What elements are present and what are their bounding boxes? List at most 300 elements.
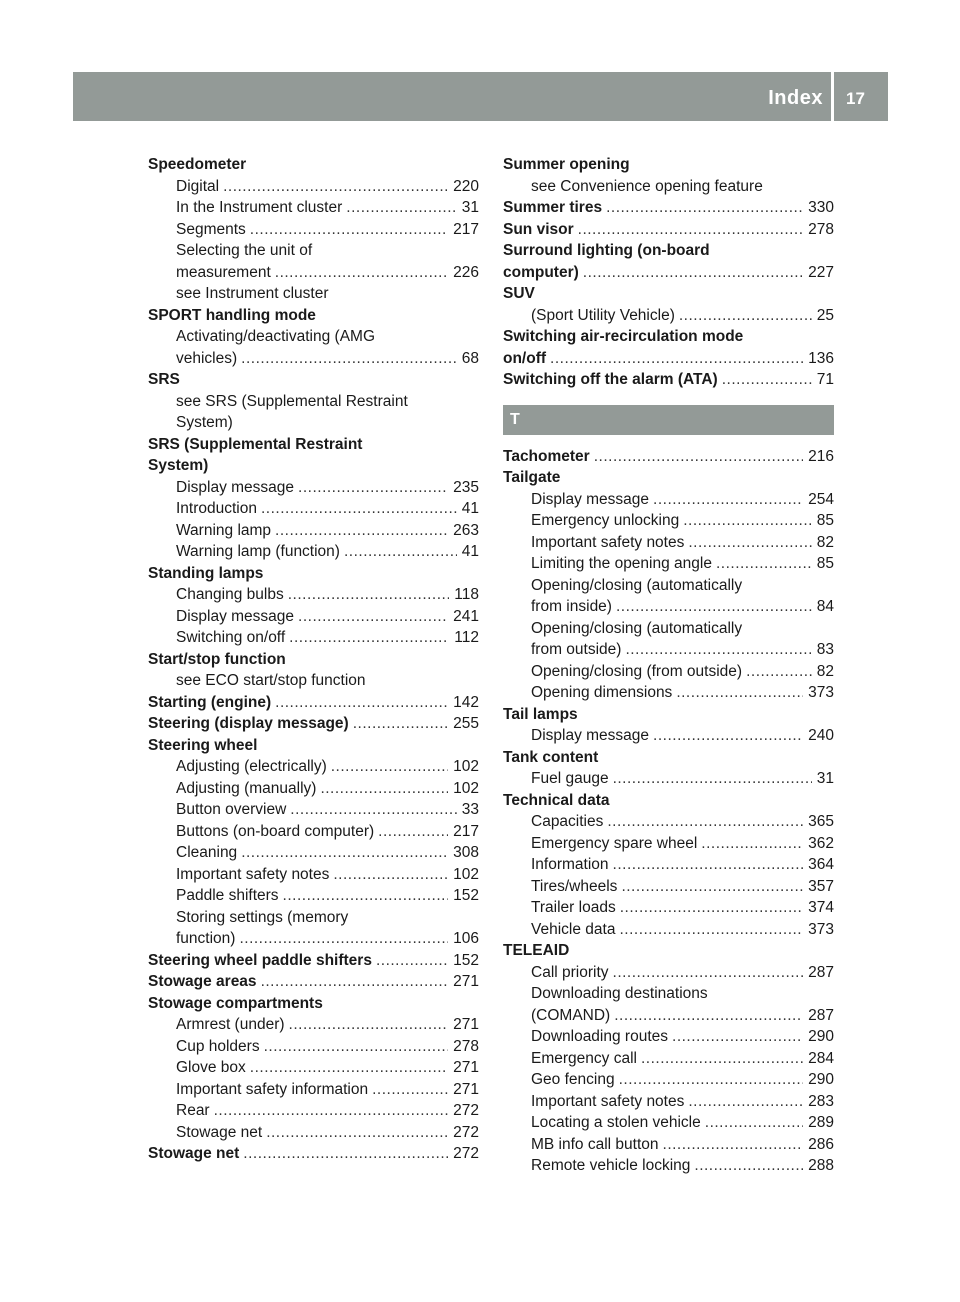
entry-text: measurement — [176, 263, 271, 281]
index-subentry — [148, 928, 479, 950]
dot-leader — [607, 811, 803, 833]
entry-text: SRS — [148, 371, 180, 388]
index-subentry — [503, 1112, 834, 1134]
dot-leader — [746, 661, 812, 683]
entry-text: Opening/closing (from outside) — [531, 662, 743, 680]
entry-text: Cleaning — [176, 844, 238, 861]
entry-text: Important safety notes — [176, 865, 330, 883]
index-subentry — [148, 821, 479, 843]
index-subentry — [503, 1005, 834, 1027]
index-subentry — [148, 799, 479, 821]
dot-leader — [241, 348, 457, 370]
entry-text: Display message — [531, 490, 650, 508]
entry-text: Digital — [176, 177, 220, 195]
entry-text: Activating/deactivating (AMG — [176, 328, 376, 345]
index-entry — [503, 154, 834, 176]
index-subentry — [503, 661, 834, 683]
index-entry — [503, 467, 834, 489]
entry-text: Display message — [176, 607, 295, 625]
index-subentry — [503, 596, 834, 618]
index-entry — [148, 649, 479, 671]
entry-page-number: 136 — [808, 349, 834, 367]
dot-leader — [288, 584, 450, 606]
entry-page-number: 255 — [453, 715, 479, 732]
entry-text: see SRS (Supplemental Restraint — [176, 392, 408, 410]
entry-text: Display message — [176, 478, 295, 496]
entry-text: Opening/closing (automatically — [531, 619, 743, 637]
dot-leader — [353, 713, 448, 735]
entry-text: Starting (engine) — [148, 693, 272, 711]
entry-text: Emergency call — [531, 1049, 637, 1067]
index-subentry — [503, 919, 834, 941]
entry-text: Steering wheel paddle shifters — [148, 951, 372, 969]
entry-page-number: 283 — [808, 1092, 834, 1110]
entry-text: Paddle shifters — [176, 887, 279, 904]
entry-page-number: 284 — [808, 1049, 834, 1067]
index-entry — [503, 790, 834, 812]
entry-page-number: 287 — [808, 1006, 834, 1024]
index-entry — [503, 348, 834, 370]
dot-leader — [688, 532, 811, 554]
entry-text: from inside) — [531, 598, 612, 615]
index-entry — [148, 434, 479, 456]
entry-page-number: 31 — [816, 770, 834, 787]
index-column-left — [148, 154, 479, 1165]
entry-text: on/off — [503, 349, 547, 367]
index-subentry — [503, 1134, 834, 1156]
index-subentry — [503, 489, 834, 511]
entry-text: Glove box — [176, 1059, 246, 1076]
index-entry — [148, 993, 479, 1015]
entry-page-number: 330 — [808, 199, 834, 216]
dot-leader — [266, 1122, 448, 1144]
dot-leader — [653, 725, 803, 747]
entry-page-number: 68 — [461, 349, 479, 367]
entry-page-number: 85 — [816, 512, 834, 529]
index-subentry — [503, 575, 834, 597]
index-subentry — [148, 391, 479, 413]
index-entry — [503, 262, 834, 284]
index-subentry — [148, 541, 479, 563]
index-subentry — [148, 584, 479, 606]
entry-text: Speedometer — [148, 156, 247, 173]
entry-text: Switching air-recirculation mode — [503, 328, 744, 345]
dot-leader — [250, 219, 448, 241]
dot-leader — [625, 639, 811, 661]
entry-text: Steering wheel — [148, 736, 258, 754]
section-header: T — [503, 405, 834, 435]
entry-page-number: 278 — [453, 1037, 479, 1055]
entry-text: Steering (display message) — [148, 715, 349, 732]
entry-text: Changing bulbs — [176, 586, 284, 603]
header-divider — [831, 72, 834, 121]
entry-page-number: 272 — [453, 1123, 479, 1141]
dot-leader — [621, 876, 803, 898]
dot-leader — [663, 1134, 804, 1156]
dot-leader — [653, 489, 803, 511]
entry-text: Technical data — [503, 791, 610, 809]
index-subentry — [503, 1155, 834, 1177]
dot-leader — [250, 1057, 448, 1079]
dot-leader — [331, 756, 448, 778]
entry-text: computer) — [503, 263, 579, 281]
index-subentry — [148, 477, 479, 499]
dot-leader — [290, 799, 456, 821]
entry-text: Information — [531, 856, 609, 873]
index-entry — [503, 240, 834, 262]
entry-text: Emergency spare wheel — [531, 834, 698, 852]
entry-page-number: 278 — [808, 220, 834, 238]
entry-text: Tank content — [503, 748, 599, 766]
dot-leader — [594, 446, 803, 468]
index-entry — [148, 369, 479, 391]
dot-leader — [672, 1026, 803, 1048]
index-subentry — [148, 262, 479, 284]
index-subentry — [503, 876, 834, 898]
dot-leader — [289, 1014, 449, 1036]
entry-text: In the Instrument cluster — [176, 199, 343, 216]
entry-page-number: 226 — [453, 263, 479, 281]
index-entry — [503, 219, 834, 241]
entry-text: Adjusting (electrically) — [176, 758, 327, 775]
dot-leader — [705, 1112, 803, 1134]
entry-page-number: 216 — [808, 447, 834, 465]
entry-page-number: 241 — [453, 607, 479, 625]
entry-page-number: 31 — [461, 199, 479, 216]
entry-text: (Sport Utility Vehicle) — [531, 306, 675, 324]
index-entry — [503, 197, 834, 219]
dot-leader — [722, 369, 812, 391]
entry-page-number: 41 — [461, 500, 479, 517]
dot-leader — [619, 919, 803, 941]
entry-text: Geo fencing — [531, 1071, 615, 1088]
entry-text: from outside) — [531, 641, 622, 658]
dot-leader — [372, 1079, 448, 1101]
dot-leader — [716, 553, 812, 575]
index-subentry — [148, 606, 479, 628]
entry-page-number: 357 — [808, 877, 834, 895]
entry-text: see Convenience opening feature — [531, 177, 763, 195]
entry-page-number: 288 — [808, 1157, 834, 1174]
dot-leader — [550, 348, 803, 370]
entry-page-number: 272 — [453, 1102, 479, 1119]
entry-text: Important safety information — [176, 1080, 369, 1098]
entry-text: Opening dimensions — [531, 684, 673, 701]
page-title: Index — [768, 87, 823, 109]
dot-leader — [241, 842, 448, 864]
dot-leader — [694, 1155, 803, 1177]
index-entry — [503, 747, 834, 769]
dot-leader — [320, 778, 448, 800]
entry-text: Vehicle data — [531, 920, 616, 938]
entry-page-number: 286 — [808, 1135, 834, 1153]
dot-leader — [283, 885, 449, 907]
dot-leader — [275, 692, 448, 714]
index-subentry — [148, 864, 479, 886]
index-subentry — [148, 348, 479, 370]
index-subentry — [503, 897, 834, 919]
entry-text: Rear — [176, 1102, 210, 1119]
entry-page-number: 373 — [808, 684, 834, 701]
dot-leader — [641, 1048, 803, 1070]
entry-page-number: 152 — [453, 951, 479, 969]
entry-page-number: 102 — [453, 758, 479, 775]
entry-page-number: 217 — [453, 220, 479, 238]
dot-leader — [688, 1091, 803, 1113]
index-subentry — [503, 811, 834, 833]
dot-leader — [578, 219, 803, 241]
entry-text: (COMAND) — [531, 1006, 611, 1024]
index-entry — [503, 369, 834, 391]
entry-page-number: 25 — [816, 306, 834, 324]
dot-leader — [613, 962, 804, 984]
dot-leader — [378, 821, 448, 843]
entry-text: Summer tires — [503, 199, 603, 216]
dot-leader — [239, 928, 448, 950]
dot-leader — [606, 197, 803, 219]
index-subentry — [503, 639, 834, 661]
index-subentry — [148, 326, 479, 348]
entry-text: Fuel gauge — [531, 770, 609, 787]
index-entry — [503, 940, 834, 962]
dot-leader — [264, 1036, 449, 1058]
index-subentry — [503, 1091, 834, 1113]
index-subentry — [503, 682, 834, 704]
index-subentry — [503, 983, 834, 1005]
index-subentry — [503, 768, 834, 790]
index-entry — [503, 446, 834, 468]
index-entry — [148, 1143, 479, 1165]
dot-leader — [376, 950, 448, 972]
entry-text: Surround lighting (on-board — [503, 242, 710, 259]
index-entry — [148, 563, 479, 585]
dot-leader — [289, 627, 449, 649]
entry-text: function) — [176, 930, 236, 947]
entry-text: Sun visor — [503, 220, 574, 238]
index-subentry — [503, 1026, 834, 1048]
entry-text: vehicles) — [176, 349, 238, 367]
entry-text: Tailgate — [503, 469, 561, 486]
entry-text: Emergency unlocking — [531, 512, 680, 529]
index-subentry — [503, 618, 834, 640]
index-subentry — [148, 176, 479, 198]
index-subentry — [503, 305, 834, 327]
index-subentry — [148, 283, 479, 305]
index-entry — [503, 283, 834, 305]
entry-page-number: 41 — [461, 543, 479, 560]
index-subentry — [148, 907, 479, 929]
entry-page-number: 254 — [808, 490, 834, 508]
index-subentry — [148, 219, 479, 241]
entry-page-number: 84 — [816, 598, 834, 615]
entry-page-number: 365 — [808, 813, 834, 830]
entry-text: Important safety notes — [531, 1092, 685, 1110]
entry-text: Downloading routes — [531, 1028, 669, 1045]
entry-text: Standing lamps — [148, 564, 264, 582]
entry-page-number: 33 — [461, 801, 479, 818]
entry-page-number: 227 — [808, 263, 834, 281]
dot-leader — [620, 897, 803, 919]
index-entry — [148, 713, 479, 735]
index-subentry — [503, 510, 834, 532]
index-entry — [148, 692, 479, 714]
entry-page-number: 152 — [453, 887, 479, 904]
dot-leader — [243, 1143, 448, 1165]
dot-leader — [613, 854, 804, 876]
entry-page-number: 374 — [808, 899, 834, 916]
index-subentry — [503, 176, 834, 198]
entry-page-number: 217 — [453, 822, 479, 840]
index-entry — [503, 704, 834, 726]
dot-leader — [614, 1005, 803, 1027]
dot-leader — [261, 971, 449, 993]
entry-page-number: 290 — [808, 1028, 834, 1045]
entry-text: Call priority — [531, 963, 609, 981]
index-subentry — [503, 854, 834, 876]
entry-page-number: 71 — [816, 371, 834, 388]
entry-page-number: 271 — [453, 1080, 479, 1098]
dot-leader — [223, 176, 448, 198]
entry-text: System) — [176, 414, 233, 431]
dot-leader — [275, 520, 448, 542]
index-subentry — [148, 627, 479, 649]
entry-text: Introduction — [176, 500, 257, 517]
entry-text: Buttons (on-board computer) — [176, 822, 375, 840]
entry-text: Locating a stolen vehicle — [531, 1114, 701, 1131]
index-entry — [148, 154, 479, 176]
entry-page-number: 240 — [808, 727, 834, 744]
entry-page-number: 82 — [816, 533, 834, 551]
entry-text: Switching off the alarm (ATA) — [503, 371, 718, 388]
entry-text: Stowage compartments — [148, 994, 323, 1012]
entry-page-number: 308 — [453, 844, 479, 861]
dot-leader — [298, 477, 448, 499]
index-entry — [148, 971, 479, 993]
entry-text: Limiting the opening angle — [531, 555, 712, 572]
dot-leader — [261, 498, 457, 520]
index-column-right — [503, 154, 834, 1177]
index-subentry — [503, 725, 834, 747]
index-entry — [148, 305, 479, 327]
entry-text: Summer opening — [503, 156, 630, 173]
entry-text: SUV — [503, 285, 535, 302]
entry-page-number: 106 — [453, 930, 479, 947]
entry-page-number: 85 — [816, 555, 834, 572]
entry-text: Opening/closing (automatically — [531, 576, 743, 594]
entry-page-number: 142 — [453, 693, 479, 711]
index-subentry — [148, 885, 479, 907]
dot-leader — [333, 864, 448, 886]
entry-page-number: 271 — [453, 1059, 479, 1076]
index-entry — [148, 735, 479, 757]
dot-leader — [683, 510, 812, 532]
entry-text: MB info call button — [531, 1135, 659, 1153]
index-subentry — [148, 756, 479, 778]
index-subentry — [148, 1079, 479, 1101]
index-subentry — [503, 532, 834, 554]
entry-text: Downloading destinations — [531, 985, 708, 1002]
entry-page-number: 271 — [453, 1016, 479, 1033]
index-subentry — [503, 1069, 834, 1091]
entry-page-number: 112 — [454, 629, 479, 646]
index-subentry — [148, 1122, 479, 1144]
entry-text: Start/stop function — [148, 650, 286, 668]
entry-page-number: 263 — [453, 521, 479, 539]
dot-leader — [619, 1069, 804, 1091]
index-subentry — [148, 1057, 479, 1079]
dot-leader — [676, 682, 803, 704]
index-subentry — [148, 1036, 479, 1058]
entry-text: see ECO start/stop function — [176, 672, 366, 689]
index-subentry — [148, 842, 479, 864]
dot-leader — [701, 833, 803, 855]
entry-text: Storing settings (memory — [176, 908, 349, 926]
entry-text: Important safety notes — [531, 533, 685, 551]
entry-page-number: 290 — [808, 1071, 834, 1088]
entry-page-number: 82 — [816, 662, 834, 680]
index-subentry — [503, 1048, 834, 1070]
entry-text: Warning lamp (function) — [176, 543, 340, 560]
entry-text: Stowage areas — [148, 973, 257, 990]
index-subentry — [503, 553, 834, 575]
entry-text: Display message — [531, 727, 650, 744]
entry-text: SPORT handling mode — [148, 306, 316, 324]
entry-page-number: 83 — [816, 641, 834, 658]
index-subentry — [503, 962, 834, 984]
index-entry — [148, 950, 479, 972]
index-subentry — [148, 670, 479, 692]
entry-text: Tires/wheels — [531, 877, 618, 895]
entry-page-number: 289 — [808, 1114, 834, 1131]
entry-text: Capacities — [531, 813, 604, 830]
entry-text: Switching on/off — [176, 629, 286, 646]
index-subentry — [148, 1014, 479, 1036]
index-subentry — [148, 498, 479, 520]
dot-leader — [616, 596, 812, 618]
entry-page-number: 272 — [453, 1145, 479, 1162]
index-subentry — [148, 240, 479, 262]
index-subentry — [148, 520, 479, 542]
entry-text: see Instrument cluster — [176, 285, 329, 302]
entry-text: Stowage net — [148, 1145, 240, 1162]
index-subentry — [148, 1100, 479, 1122]
index-entry — [503, 326, 834, 348]
entry-text: Remote vehicle locking — [531, 1157, 691, 1174]
entry-text: Selecting the unit of — [176, 242, 313, 259]
entry-text: Tail lamps — [503, 705, 578, 723]
entry-text: Cup holders — [176, 1037, 260, 1055]
dot-leader — [679, 305, 812, 327]
dot-leader — [214, 1100, 449, 1122]
entry-text: TELEAID — [503, 942, 570, 959]
entry-text: Segments — [176, 220, 246, 238]
entry-page-number: 118 — [454, 586, 479, 603]
dot-leader — [613, 768, 812, 790]
entry-text: Trailer loads — [531, 899, 616, 916]
dot-leader — [346, 197, 456, 219]
entry-text: Tachometer — [503, 447, 590, 465]
index-subentry — [148, 778, 479, 800]
entry-page-number: 102 — [453, 779, 479, 797]
dot-leader — [344, 541, 457, 563]
entry-text: Armrest (under) — [176, 1016, 285, 1033]
index-subentry — [503, 833, 834, 855]
entry-page-number: 364 — [808, 856, 834, 873]
entry-page-number: 220 — [453, 177, 479, 195]
entry-text: Button overview — [176, 801, 287, 818]
index-entry — [148, 455, 479, 477]
index-subentry — [148, 412, 479, 434]
